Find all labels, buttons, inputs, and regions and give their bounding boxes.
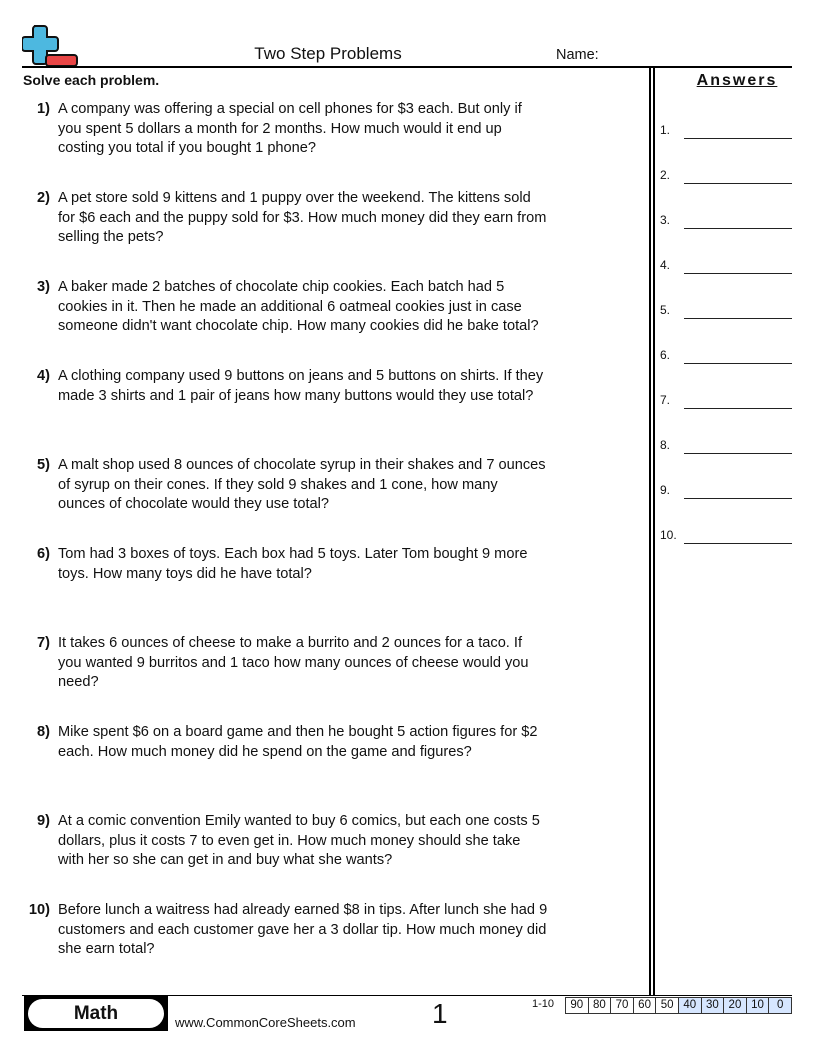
answer-line (684, 273, 792, 274)
answer-line (684, 408, 792, 409)
answer-number: 4. (660, 258, 671, 272)
answers-heading: Answers (696, 72, 778, 89)
answer-line (684, 543, 792, 544)
answer-line (684, 138, 792, 139)
header-divider (22, 66, 792, 68)
answer-number: 1. (660, 123, 671, 137)
problem-text: A pet store sold 9 kittens and 1 puppy over the weekend. The kittens sold for $6 each and the puppy sold for $3. How much money did they earn from selling the pets? (58, 190, 547, 246)
problem-number: 4) (37, 368, 50, 384)
name-label: Name: (556, 47, 599, 63)
answer-field[interactable] (660, 344, 792, 364)
problem-text: Mike spent $6 on a board game and then he bought 5 action figures for $2 each. How much money did he spend on the game and figures? (58, 724, 538, 760)
answer-field[interactable] (660, 164, 792, 184)
problem-number: 6) (37, 546, 50, 562)
answer-field[interactable] (660, 479, 792, 499)
score-cell: 40 (679, 998, 702, 1013)
answer-line (684, 453, 792, 454)
score-cell: 10 (747, 998, 770, 1013)
problem-text: A malt shop used 8 ounces of chocolate syrup in their shakes and 7 ounces of syrup on their cones. If they sold 9 shakes and 1 cone, how many ounces of chocolate would they use total? (58, 457, 546, 513)
subject-label: Math (28, 999, 164, 1028)
answer-field[interactable] (660, 209, 792, 229)
problem-text: Before lunch a waitress had already earned $8 in tips. After lunch she had 9 customers and each customer gave her a 3 dollar tip. How much money did she earn total? (58, 902, 548, 958)
problem-number: 1) (37, 101, 50, 117)
answer-field[interactable] (660, 299, 792, 319)
score-cell: 80 (589, 998, 612, 1013)
score-cell: 30 (702, 998, 725, 1013)
answer-number: 9. (660, 483, 671, 497)
score-cell: 20 (724, 998, 747, 1013)
website-link[interactable]: www.CommonCoreSheets.com (175, 1015, 356, 1030)
answer-field[interactable] (660, 254, 792, 274)
answer-number: 7. (660, 393, 671, 407)
answer-field[interactable] (660, 119, 792, 139)
answer-number: 2. (660, 168, 671, 182)
problem-text: A clothing company used 9 buttons on jeans and 5 buttons on shirts. If they made 3 shirts and 1 pair of jeans how many buttons would they use total? (58, 368, 544, 404)
problem-number: 9) (37, 813, 50, 829)
score-cell: 0 (769, 998, 792, 1013)
problem-number: 2) (37, 190, 50, 206)
column-divider (653, 67, 655, 996)
problem-number: 5) (37, 457, 50, 473)
answer-field[interactable] (660, 389, 792, 409)
problem-text: At a comic convention Emily wanted to buy 6 comics, but each one costs 5 dollars, plus it costs 7 to even get in. How much money should she take with her so she can get in and buy what she wants? (58, 813, 540, 869)
answer-number: 3. (660, 213, 671, 227)
answer-field[interactable] (660, 524, 792, 544)
answer-number: 10. (660, 528, 677, 542)
score-cell: 90 (566, 998, 589, 1013)
answer-line (684, 318, 792, 319)
answer-line (684, 228, 792, 229)
problem-text: It takes 6 ounces of cheese to make a burrito and 2 ounces for a taco. If you wanted 9 burritos and 1 taco how many ounces of cheese would you need? (58, 635, 529, 691)
score-cell: 50 (656, 998, 679, 1013)
score-table (565, 997, 792, 1014)
answer-field[interactable] (660, 434, 792, 454)
problem-number: 3) (37, 279, 50, 295)
score-cell: 60 (634, 998, 657, 1013)
answer-number: 8. (660, 438, 671, 452)
instructions: Solve each problem. (23, 72, 160, 88)
answer-line (684, 498, 792, 499)
answer-number: 5. (660, 303, 671, 317)
problem-text: A baker made 2 batches of chocolate chip cookies. Each batch had 5 cookies in it. Then he made an additional 6 oatmeal cookies just in case someone didn't want chocolate chip. How many cookies did he bake total? (58, 279, 539, 335)
problem-number: 10) (28, 902, 50, 918)
problem-number: 7) (37, 635, 50, 651)
answer-line (684, 363, 792, 364)
problem-number: 8) (37, 724, 50, 740)
answer-number: 6. (660, 348, 671, 362)
page-number: 1 (432, 998, 448, 1029)
answer-line (684, 183, 792, 184)
problem-text: A company was offering a special on cell phones for $3 each. But only if you spent 5 dollars a month for 2 months. How much would it end up costing you total if you bought 1 phone? (58, 101, 522, 157)
problem-text: Tom had 3 boxes of toys. Each box had 5 toys. Later Tom bought 9 more toys. How many toys did he have total? (58, 546, 528, 582)
score-range-label: 1-10 (532, 998, 555, 1010)
page-title: Two Step Problems (254, 44, 402, 63)
column-divider (649, 67, 651, 996)
score-cell: 70 (611, 998, 634, 1013)
logo-plus-minus-icon (22, 24, 80, 68)
